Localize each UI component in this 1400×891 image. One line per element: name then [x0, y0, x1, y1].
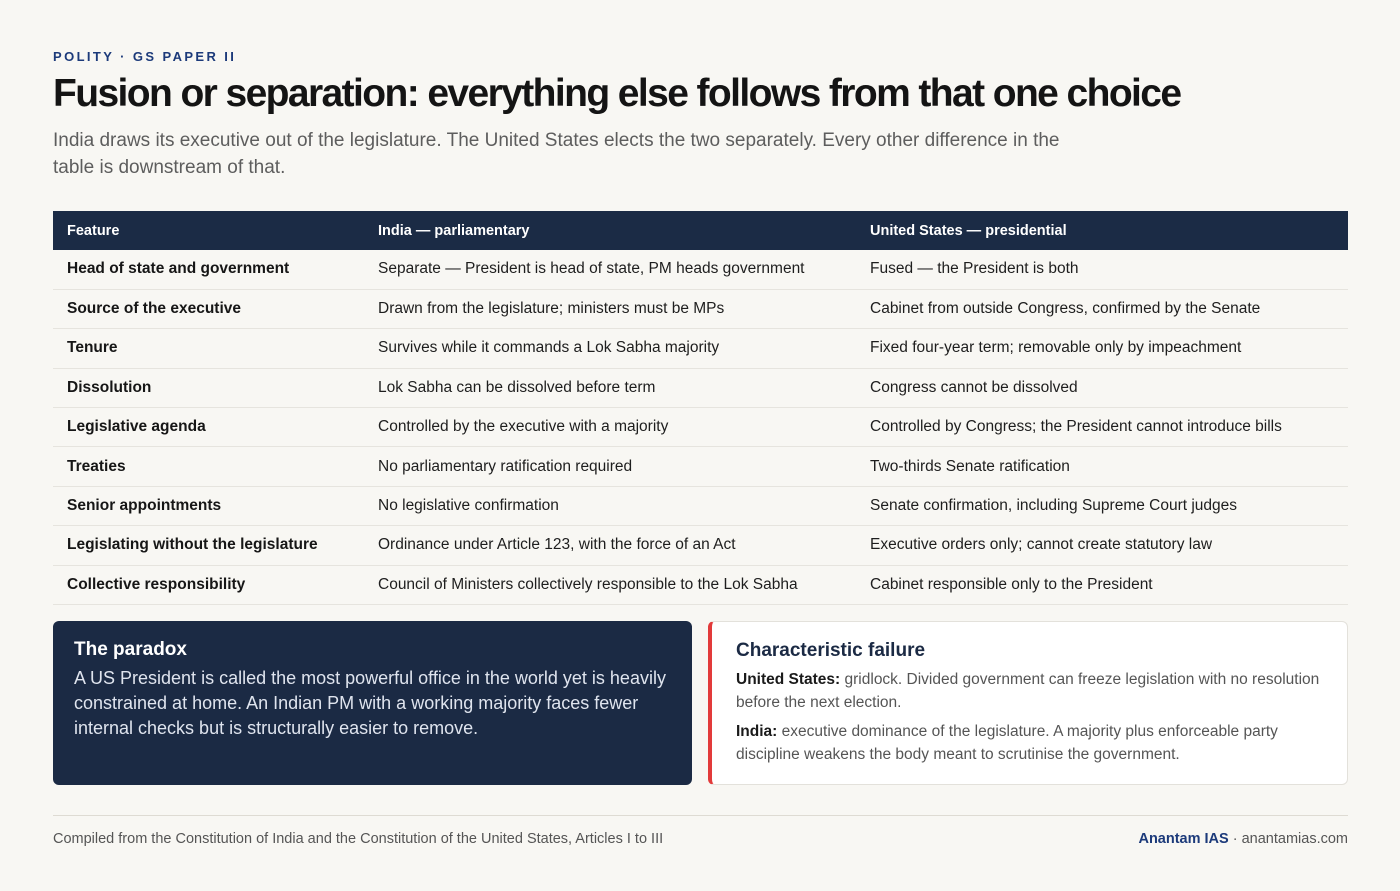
table-row [53, 447, 1348, 486]
table-row [53, 329, 1348, 368]
failure-india-text: executive dominance of the legislature. A majority plus enforceable party discipline weakens the body meant to scrutinise the government. [736, 723, 1278, 763]
table-row [53, 486, 1348, 525]
table-row [53, 408, 1348, 447]
table-row [53, 250, 1348, 289]
page-subtitle: India draws its executive out of the legislature. The United States elects the two separately. Every other difference in the table is downstream of that. [53, 130, 1060, 178]
row-feature: Tenure [53, 329, 364, 368]
row-feature: Dissolution [53, 368, 364, 407]
row-us: Fixed four-year term; removable only by impeachment [856, 329, 1348, 368]
footer-brand[interactable]: Anantam IAS [1138, 831, 1229, 847]
comparison-table [53, 211, 1348, 605]
page [53, 0, 1348, 891]
header-india: India — parliamentary [364, 211, 856, 250]
row-us: Fused — the President is both [856, 250, 1348, 289]
row-feature: Source of the executive [53, 289, 364, 328]
paradox-card [53, 621, 692, 785]
row-us: Congress cannot be dissolved [856, 368, 1348, 407]
row-india: No parliamentary ratification required [364, 447, 856, 486]
paradox-body: A US President is called the most powerful office in the world yet is heavily constrained at home. An Indian PM with a working majority faces fewer internal checks but is structurally easier to remove. [74, 668, 666, 738]
table-row [53, 526, 1348, 565]
table-header-row [53, 211, 1348, 250]
row-india: Drawn from the legislature; ministers must be MPs [364, 289, 856, 328]
footer-separator: · [1228, 831, 1242, 847]
row-us: Executive orders only; cannot create statutory law [856, 526, 1348, 565]
footer-credit [1138, 831, 1348, 847]
footer-site-link[interactable]: anantamias.com [1241, 831, 1348, 847]
paradox-title: The paradox [74, 639, 187, 660]
header-us: United States — presidential [856, 211, 1348, 250]
footer-divider [53, 815, 1348, 816]
failure-card [708, 621, 1348, 785]
failure-us-text: gridlock. Divided government can freeze legislation with no resolution before the next election. [736, 671, 1320, 711]
failure-us-paragraph [736, 668, 1323, 714]
row-us: Senate confirmation, including Supreme Court judges [856, 486, 1348, 525]
failure-us-label: United States: [736, 671, 841, 688]
failure-title: Characteristic failure [736, 640, 926, 661]
header-feature: Feature [53, 211, 364, 250]
table-row [53, 289, 1348, 328]
row-us: Two-thirds Senate ratification [856, 447, 1348, 486]
row-india: Controlled by the executive with a majority [364, 408, 856, 447]
row-feature: Treaties [53, 447, 364, 486]
row-feature: Legislating without the legislature [53, 526, 364, 565]
row-feature: Senior appointments [53, 486, 364, 525]
row-india: Ordinance under Article 123, with the force of an Act [364, 526, 856, 565]
row-feature: Legislative agenda [53, 408, 364, 447]
row-feature: Head of state and government [53, 250, 364, 289]
footer-source: Compiled from the Constitution of India and the Constitution of the United States, Articles I to III [53, 831, 664, 847]
row-india: Council of Ministers collectively responsible to the Lok Sabha [364, 565, 856, 604]
row-us: Cabinet from outside Congress, confirmed by the Senate [856, 289, 1348, 328]
row-us: Controlled by Congress; the President cannot introduce bills [856, 408, 1348, 447]
row-us: Cabinet responsible only to the President [856, 565, 1348, 604]
row-feature: Collective responsibility [53, 565, 364, 604]
table-row [53, 565, 1348, 604]
row-india: Separate — President is head of state, PM heads government [364, 250, 856, 289]
row-india: No legislative confirmation [364, 486, 856, 525]
kicker: POLITY · GS PAPER II [53, 49, 237, 64]
failure-india-paragraph [736, 720, 1323, 766]
page-title: Fusion or separation: everything else follows from that one choice [53, 72, 1181, 115]
row-india: Lok Sabha can be dissolved before term [364, 368, 856, 407]
failure-india-label: India: [736, 723, 778, 740]
table-row [53, 368, 1348, 407]
row-india: Survives while it commands a Lok Sabha majority [364, 329, 856, 368]
